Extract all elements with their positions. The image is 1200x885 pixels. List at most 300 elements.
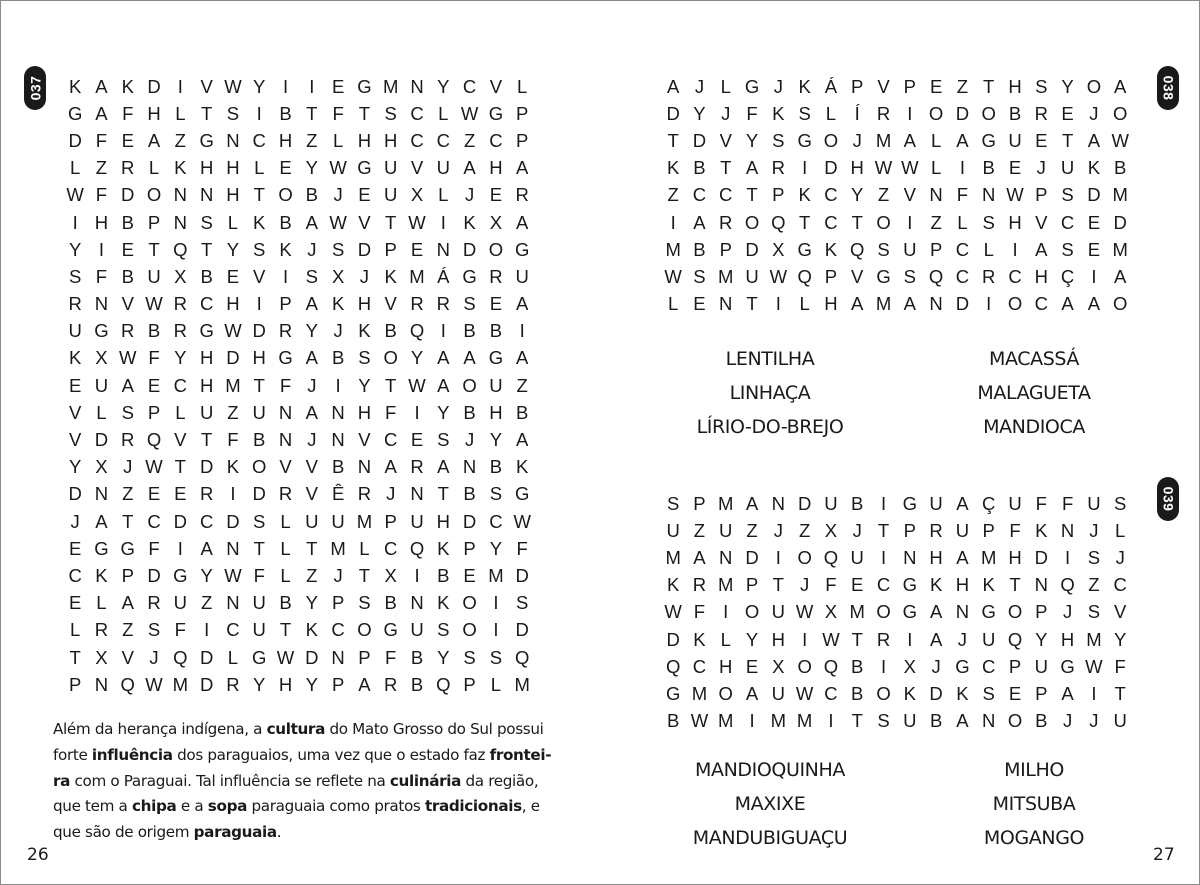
grid-letter: H xyxy=(1008,75,1022,97)
grid-row xyxy=(62,182,535,209)
grid-letter: I xyxy=(775,546,781,568)
grid-letter: O xyxy=(718,682,733,704)
grid-letter: G xyxy=(173,564,188,586)
grid-letter: U xyxy=(252,592,266,614)
grid-letter: A xyxy=(305,347,318,369)
grid-letter: S xyxy=(693,265,706,287)
grid-letter: A xyxy=(95,102,108,124)
grid-letter: A xyxy=(745,682,759,704)
grid-letter: X xyxy=(410,184,424,206)
grid-letter: U xyxy=(436,157,450,179)
grid-letter: H xyxy=(1008,546,1022,568)
grid-row xyxy=(62,481,535,508)
grid-letter: O xyxy=(462,619,477,641)
grid-letter: X xyxy=(384,564,397,586)
grid-letter: L xyxy=(825,102,837,124)
grid-letter: A xyxy=(1114,265,1127,287)
grid-letter: H xyxy=(489,157,503,179)
puzzle-number: 037 xyxy=(27,75,44,101)
grid-letter: S xyxy=(1087,546,1101,568)
grid-letter: O xyxy=(797,655,812,677)
grid-letter: S xyxy=(798,102,811,124)
puzzle-number-badge xyxy=(1157,66,1179,110)
grid-letter: K xyxy=(798,184,811,206)
grid-letter: T xyxy=(1009,574,1021,596)
grid-letter: U xyxy=(410,619,424,641)
grid-letter: T xyxy=(385,211,397,233)
grid-letter: E xyxy=(745,655,759,677)
grid-letter: F xyxy=(693,601,706,623)
grid-letter: V xyxy=(903,184,916,206)
grid-letter: R xyxy=(278,483,293,505)
grid-letter: M xyxy=(1112,184,1128,206)
grid-letter: E xyxy=(1008,682,1022,704)
grid-letter: I xyxy=(670,211,676,233)
grid-letter: Q xyxy=(823,655,839,677)
grid-letter: U xyxy=(1008,492,1022,514)
grid-row xyxy=(660,209,1133,236)
grid-letter: U xyxy=(1087,492,1101,514)
bold-term: paraguaia xyxy=(193,823,277,842)
grid-letter: W xyxy=(224,564,242,586)
grid-letter: Y xyxy=(1114,628,1127,650)
grid-letter: B xyxy=(384,320,397,342)
grid-letter: K xyxy=(693,628,706,650)
grid-letter: A xyxy=(693,211,706,233)
grid-letter: Z xyxy=(122,483,134,505)
grid-letter: K xyxy=(174,157,187,179)
grid-letter: X xyxy=(903,655,916,677)
grid-letter: L xyxy=(438,184,449,206)
grid-letter: M xyxy=(718,492,734,514)
grid-letter: Z xyxy=(956,75,969,97)
grid-letter: B xyxy=(305,184,318,206)
word-list xyxy=(924,753,1144,855)
grid-letter: F xyxy=(148,537,160,559)
grid-letter: L xyxy=(175,102,186,124)
grid-letter: H xyxy=(278,673,293,695)
grid-letter: U xyxy=(850,546,864,568)
grid-letter: G xyxy=(981,129,996,151)
grid-letter: N xyxy=(278,429,293,451)
grid-letter: W xyxy=(66,184,84,206)
grid-letter: H xyxy=(1008,211,1022,233)
grid-letter: E xyxy=(410,238,424,260)
grid-letter: V xyxy=(121,646,134,668)
grid-letter: B xyxy=(410,673,424,695)
grid-letter: N xyxy=(410,592,424,614)
grid-letter: E xyxy=(851,574,864,596)
grid-letter: R xyxy=(278,320,293,342)
grid-row xyxy=(660,155,1133,182)
grid-row xyxy=(62,399,535,426)
grid-letter: V xyxy=(1114,601,1127,623)
grid-letter: C xyxy=(331,619,345,641)
grid-letter: C xyxy=(1060,211,1075,233)
bold-term: frontei- xyxy=(489,745,552,764)
grid-letter: N xyxy=(226,537,240,559)
grid-letter: V xyxy=(358,429,371,451)
grid-letter: F xyxy=(956,184,969,206)
grid-letter: G xyxy=(199,129,214,151)
page-number: 26 xyxy=(27,845,49,865)
word-list-item: MANDUBIGUAÇU xyxy=(692,827,848,849)
grid-letter: M xyxy=(981,546,997,568)
text-run: que tem a xyxy=(53,797,132,816)
puzzle-number: 039 xyxy=(1160,486,1177,512)
grid-letter: Y xyxy=(305,320,318,342)
grid-letter: S xyxy=(877,710,890,732)
grid-letter: J xyxy=(333,320,343,342)
grid-letter: A xyxy=(929,601,943,623)
grid-letter: B xyxy=(121,265,134,287)
grid-letter: C xyxy=(436,129,450,151)
grid-letter: D xyxy=(955,102,970,124)
grid-letter: N xyxy=(982,184,996,206)
grid-letter: B xyxy=(253,429,266,451)
word-list xyxy=(660,342,880,444)
grid-letter: S xyxy=(903,265,916,287)
grid-letter: N xyxy=(436,238,450,260)
grid-letter: S xyxy=(982,211,995,233)
grid-letter: C xyxy=(692,655,707,677)
grid-letter: J xyxy=(694,75,705,97)
grid-letter: C xyxy=(410,129,424,151)
grid-letter: X xyxy=(824,601,838,623)
grid-letter: T xyxy=(720,157,732,179)
grid-letter: I xyxy=(414,401,420,423)
grid-letter: Ç xyxy=(1060,265,1075,287)
grid-letter: P xyxy=(745,574,759,596)
grid-letter: G xyxy=(94,537,109,559)
grid-letter: S xyxy=(147,619,161,641)
grid-letter: E xyxy=(463,564,476,586)
grid-letter: S xyxy=(489,483,503,505)
grid-letter: G xyxy=(462,265,477,287)
grid-letter: A xyxy=(956,492,969,514)
grid-letter: B xyxy=(463,320,476,342)
grid-letter: K xyxy=(121,75,134,97)
grid-letter: U xyxy=(1034,655,1048,677)
grid-letter: N xyxy=(719,546,733,568)
grid-letter: C xyxy=(692,184,707,206)
grid-letter: H xyxy=(226,184,240,206)
paragraph-line xyxy=(53,717,563,743)
grid-letter: H xyxy=(436,510,450,532)
grid-letter: T xyxy=(174,456,186,478)
grid-letter: O xyxy=(252,456,267,478)
grid-letter: Q xyxy=(797,265,812,287)
grid-letter: C xyxy=(982,655,996,677)
grid-letter: C xyxy=(489,129,503,151)
grid-letter: P xyxy=(903,519,916,541)
grid-letter: J xyxy=(773,75,783,97)
grid-letter: F xyxy=(825,574,837,596)
grid-letter: T xyxy=(358,102,371,124)
word-list-item: MAXIXE xyxy=(734,793,806,815)
grid-letter: K xyxy=(666,574,680,596)
grid-letter: R xyxy=(199,483,214,505)
grid-letter: J xyxy=(1062,601,1073,623)
grid-letter: A xyxy=(693,546,706,568)
grid-letter: U xyxy=(771,601,786,623)
paragraph-line xyxy=(53,769,563,795)
grid-letter: X xyxy=(772,655,785,677)
grid-letter: I xyxy=(1091,265,1097,287)
grid-letter: E xyxy=(279,157,292,179)
grid-letter: E xyxy=(68,592,82,614)
grid-letter: W xyxy=(1006,184,1024,206)
grid-letter: T xyxy=(746,293,758,315)
grid-letter: R xyxy=(410,293,424,315)
grid-letter: W xyxy=(901,157,919,179)
grid-letter: S xyxy=(982,682,995,704)
grid-letter: X xyxy=(489,211,503,233)
word-list-item: MANDIOQUINHA xyxy=(695,759,845,781)
grid-letter: Y xyxy=(68,456,82,478)
grid-letter: V xyxy=(305,456,318,478)
grid-letter: U xyxy=(982,628,996,650)
grid-letter: O xyxy=(1007,601,1023,623)
text-run: do Mato Grosso do Sul possui xyxy=(324,720,544,738)
grid-letter: W xyxy=(224,320,242,342)
grid-letter: D xyxy=(68,483,82,505)
grid-letter: B xyxy=(929,710,943,732)
grid-letter: A xyxy=(1035,238,1048,260)
grid-letter: I xyxy=(1065,546,1071,568)
grid-letter: E xyxy=(1087,238,1101,260)
grid-letter: J xyxy=(852,129,862,151)
grid-letter: J xyxy=(1036,157,1046,179)
grid-letter: P xyxy=(824,265,838,287)
bold-term: ra xyxy=(53,771,71,790)
paragraph-line xyxy=(53,794,563,820)
grid-letter: Q xyxy=(173,238,188,260)
grid-letter: H xyxy=(199,347,214,369)
grid-letter: T xyxy=(122,510,134,532)
grid-letter: K xyxy=(956,682,969,704)
grid-letter: N xyxy=(771,492,786,514)
grid-letter: D xyxy=(797,492,812,514)
grid-letter: N xyxy=(331,646,345,668)
grid-letter: O xyxy=(823,129,839,151)
grid-letter: M xyxy=(1086,628,1102,650)
grid-letter: Q xyxy=(665,655,681,677)
grid-letter: M xyxy=(514,673,530,695)
grid-letter: W xyxy=(795,682,814,704)
grid-letter: K xyxy=(437,537,450,559)
grid-row xyxy=(62,155,535,182)
grid-letter: L xyxy=(332,129,344,151)
grid-letter: O xyxy=(383,347,398,369)
grid-letter: B xyxy=(516,401,529,423)
grid-letter: Q xyxy=(515,646,530,668)
grid-letter: D xyxy=(199,673,214,695)
grid-letter: B xyxy=(489,456,503,478)
grid-letter: T xyxy=(1061,129,1074,151)
grid-letter: Z xyxy=(174,129,186,151)
grid-letter: S xyxy=(772,129,785,151)
grid-letter: L xyxy=(957,211,968,233)
word-list xyxy=(924,342,1144,444)
grid-letter: I xyxy=(309,75,315,97)
grid-letter: T xyxy=(851,628,863,650)
grid-letter: Q xyxy=(173,646,188,668)
grid-letter: E xyxy=(68,537,82,559)
grid-letter: H xyxy=(357,129,372,151)
grid-letter: U xyxy=(252,619,266,641)
grid-letter: I xyxy=(177,75,183,97)
grid-letter: I xyxy=(335,374,341,396)
grid-letter: I xyxy=(72,211,78,233)
grid-letter: D xyxy=(94,429,109,451)
grid-letter: Í xyxy=(854,102,860,124)
bold-term: chipa xyxy=(132,797,177,816)
grid-letter: Ç xyxy=(982,492,996,514)
grid-letter: A xyxy=(200,537,213,559)
grid-letter: Z xyxy=(667,184,679,206)
grid-letter: I xyxy=(907,211,913,233)
grid-letter: C xyxy=(199,510,214,532)
grid-letter: R xyxy=(719,211,733,233)
grid-letter: Q xyxy=(120,673,135,695)
grid-letter: Y xyxy=(489,537,503,559)
grid-letter: K xyxy=(1087,157,1101,179)
grid-letter: A xyxy=(516,347,529,369)
grid-row xyxy=(62,454,535,481)
grid-letter: R xyxy=(121,157,135,179)
grid-row xyxy=(62,508,535,535)
grid-letter: E xyxy=(693,293,706,315)
grid-letter: G xyxy=(902,574,918,596)
grid-letter: P xyxy=(772,184,785,206)
grid-letter: I xyxy=(519,320,525,342)
grid-letter: L xyxy=(359,537,370,559)
grid-letter: I xyxy=(880,655,887,677)
grid-letter: O xyxy=(1113,293,1128,315)
grid-letter: X xyxy=(174,265,187,287)
grid-letter: S xyxy=(1061,184,1074,206)
grid-letter: A xyxy=(666,75,680,97)
grid-letter: J xyxy=(1062,710,1073,732)
grid-letter: V xyxy=(174,429,187,451)
grid-letter: M xyxy=(1112,238,1128,260)
grid-letter: V xyxy=(719,129,732,151)
paragraph-line xyxy=(53,820,563,846)
grid-letter: N xyxy=(94,673,109,695)
grid-letter: M xyxy=(330,537,346,559)
grid-letter: F xyxy=(227,429,239,451)
grid-letter: S xyxy=(463,293,476,315)
grid-letter: Y xyxy=(437,75,450,97)
grid-letter: T xyxy=(253,184,265,206)
grid-letter: I xyxy=(880,492,887,514)
grid-letter: L xyxy=(720,75,731,97)
grid-letter: S xyxy=(463,646,476,668)
grid-letter: O xyxy=(1113,102,1128,124)
grid-letter: E xyxy=(1061,102,1074,124)
grid-letter: L xyxy=(438,102,449,124)
grid-row xyxy=(660,517,1133,544)
grid-letter: O xyxy=(876,601,891,623)
grid-row xyxy=(62,127,535,154)
grid-letter: W xyxy=(1085,655,1103,677)
grid-letter: A xyxy=(121,592,134,614)
grid-letter: Y xyxy=(253,75,266,97)
grid-letter: G xyxy=(955,655,970,677)
grid-letter: T xyxy=(667,129,679,151)
grid-letter: D xyxy=(462,238,477,260)
grid-letter: R xyxy=(94,619,109,641)
grid-letter: F xyxy=(148,347,160,369)
grid-letter: J xyxy=(957,628,968,650)
grid-letter: Q xyxy=(850,238,865,260)
grid-letter: A xyxy=(463,347,476,369)
grid-letter: R xyxy=(771,157,786,179)
grid-letter: A xyxy=(1061,293,1074,315)
grid-letter: T xyxy=(279,619,292,641)
grid-letter: P xyxy=(279,293,292,315)
grid-letter: O xyxy=(744,211,760,233)
grid-letter: P xyxy=(719,238,732,260)
grid-letter: S xyxy=(68,265,82,287)
grid-letter: D xyxy=(226,347,240,369)
info-paragraph xyxy=(53,717,563,846)
grid-letter: M xyxy=(225,374,241,396)
grid-letter: Y xyxy=(745,628,759,650)
grid-row xyxy=(660,100,1133,127)
grid-letter: X xyxy=(95,646,108,668)
grid-row xyxy=(62,671,535,698)
grid-letter: F xyxy=(122,102,134,124)
grid-letter: A xyxy=(95,75,108,97)
grid-letter: C xyxy=(876,574,891,596)
grid-letter: W xyxy=(874,157,893,179)
grid-letter: S xyxy=(253,510,266,532)
grid-letter: N xyxy=(173,211,188,233)
grid-letter: K xyxy=(358,320,371,342)
grid-letter: J xyxy=(307,374,317,396)
grid-letter: U xyxy=(68,320,82,342)
grid-letter: G xyxy=(278,347,293,369)
grid-letter: B xyxy=(1035,710,1048,732)
grid-letter: S xyxy=(331,238,345,260)
grid-row xyxy=(62,345,535,372)
grid-letter: I xyxy=(493,592,499,614)
grid-letter: V xyxy=(358,211,371,233)
grid-letter: C xyxy=(173,374,188,396)
grid-letter: A xyxy=(516,293,529,315)
grid-letter: N xyxy=(462,456,477,478)
grid-letter: J xyxy=(70,510,80,532)
grid-letter: C xyxy=(955,238,970,260)
grid-letter: A xyxy=(745,492,759,514)
grid-row xyxy=(62,263,535,290)
grid-letter: B xyxy=(693,157,706,179)
grid-letter: C xyxy=(384,537,398,559)
grid-letter: B xyxy=(437,564,450,586)
grid-letter: X xyxy=(772,238,785,260)
grid-letter: C xyxy=(824,682,838,704)
grid-letter: N xyxy=(94,483,109,505)
grid-letter: U xyxy=(410,510,424,532)
grid-row xyxy=(660,708,1133,735)
grid-letter: N xyxy=(929,184,943,206)
grid-letter: Q xyxy=(928,265,944,287)
grid-letter: D xyxy=(1087,184,1101,206)
grid-letter: E xyxy=(1087,211,1101,233)
grid-row xyxy=(660,182,1133,209)
